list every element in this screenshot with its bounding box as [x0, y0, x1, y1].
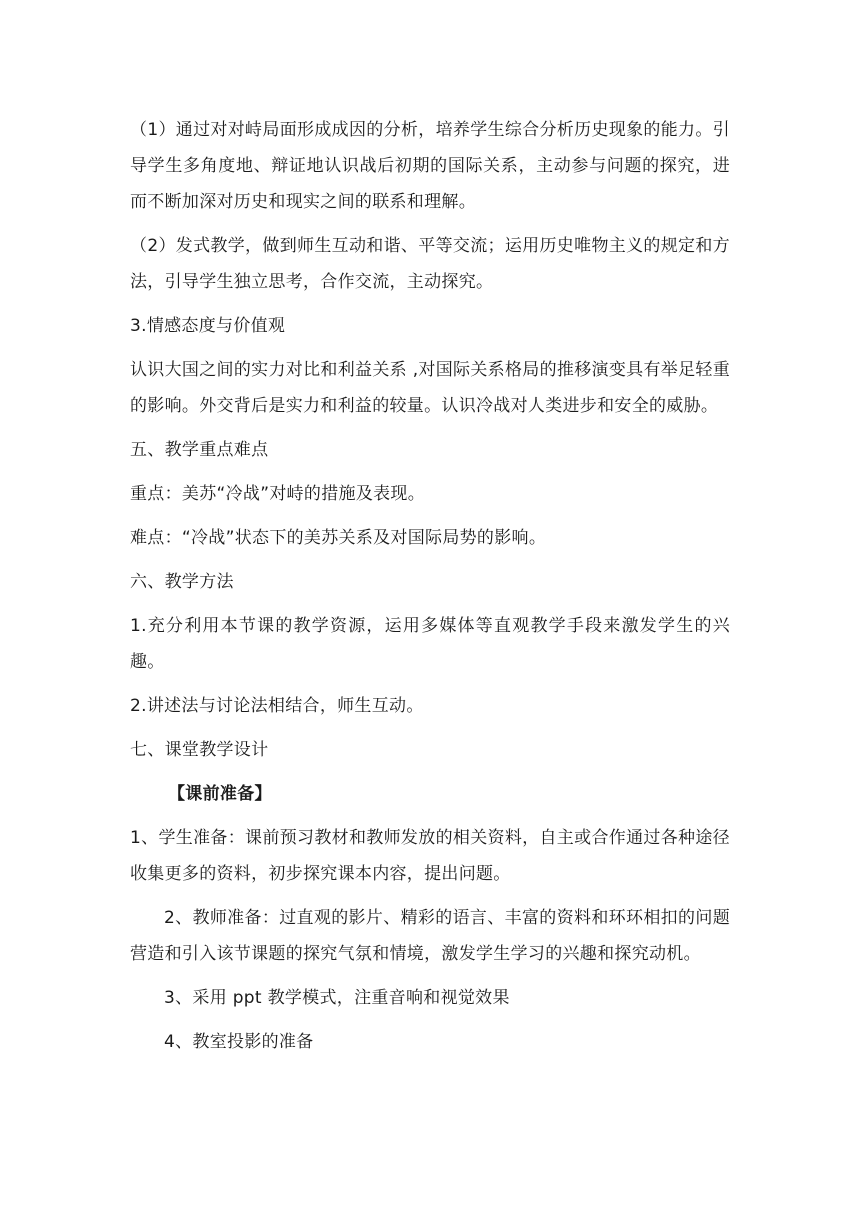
heading-class-design: 七、课堂教学设计: [130, 740, 269, 760]
paragraph-skill-objective-2: （2）发式教学，做到师生互动和谐、平等交流；运用历史唯物主义的规定和方法，引导学生独立思考，合作交流，主动探究。: [130, 236, 730, 292]
heading-preparation: 【课前准备】: [168, 784, 272, 804]
paragraph-emotional-values: 认识大国之间的实力对比和利益关系 ,对国际关系格局的推移演变具有举足轻重的影响。外交背后是实力和利益的较量。认识冷战对人类进步和安全的威胁。: [130, 360, 730, 416]
paragraph-key-point: 重点：美苏“冷战”对峙的措施及表现。: [130, 484, 426, 504]
paragraph-difficult-point: 难点：“冷战”状态下的美苏关系及对国际局势的影响。: [130, 528, 547, 548]
paragraph-teacher-prep: 2、教师准备：过直观的影片、精彩的语言、丰富的资料和环环相扣的问题营造和引入该节课题的探究气氛和情境，激发学生学习的兴趣和探究动机。: [130, 908, 730, 964]
paragraph-student-prep: 1、学生准备：课前预习教材和教师发放的相关资料，自主或合作通过各种途径收集更多的资料，初步探究课本内容，提出问题。: [130, 828, 730, 884]
paragraph-ppt-mode: 3、采用 ppt 教学模式，注重音响和视觉效果: [164, 988, 510, 1008]
heading-teaching-methods: 六、教学方法: [130, 572, 234, 592]
paragraph-method-2: 2.讲述法与讨论法相结合，师生互动。: [130, 696, 424, 716]
document-body: [130, 112, 730, 1068]
paragraph-method-1: 1.充分利用本节课的教学资源，运用多媒体等直观教学手段来激发学生的兴趣。: [130, 616, 730, 672]
paragraph-skill-objective-1: （1）通过对对峙局面形成成因的分析，培养学生综合分析历史现象的能力。引导学生多角度地、辩证地认识战后初期的国际关系，主动参与问题的探究，进而不断加深对历史和现实之间的联系和理解。: [130, 120, 730, 212]
heading-emotional-values: 3.情感态度与价值观: [130, 316, 286, 336]
paragraph-projector-prep: 4、教室投影的准备: [164, 1032, 314, 1052]
heading-key-points: 五、教学重点难点: [130, 440, 269, 460]
